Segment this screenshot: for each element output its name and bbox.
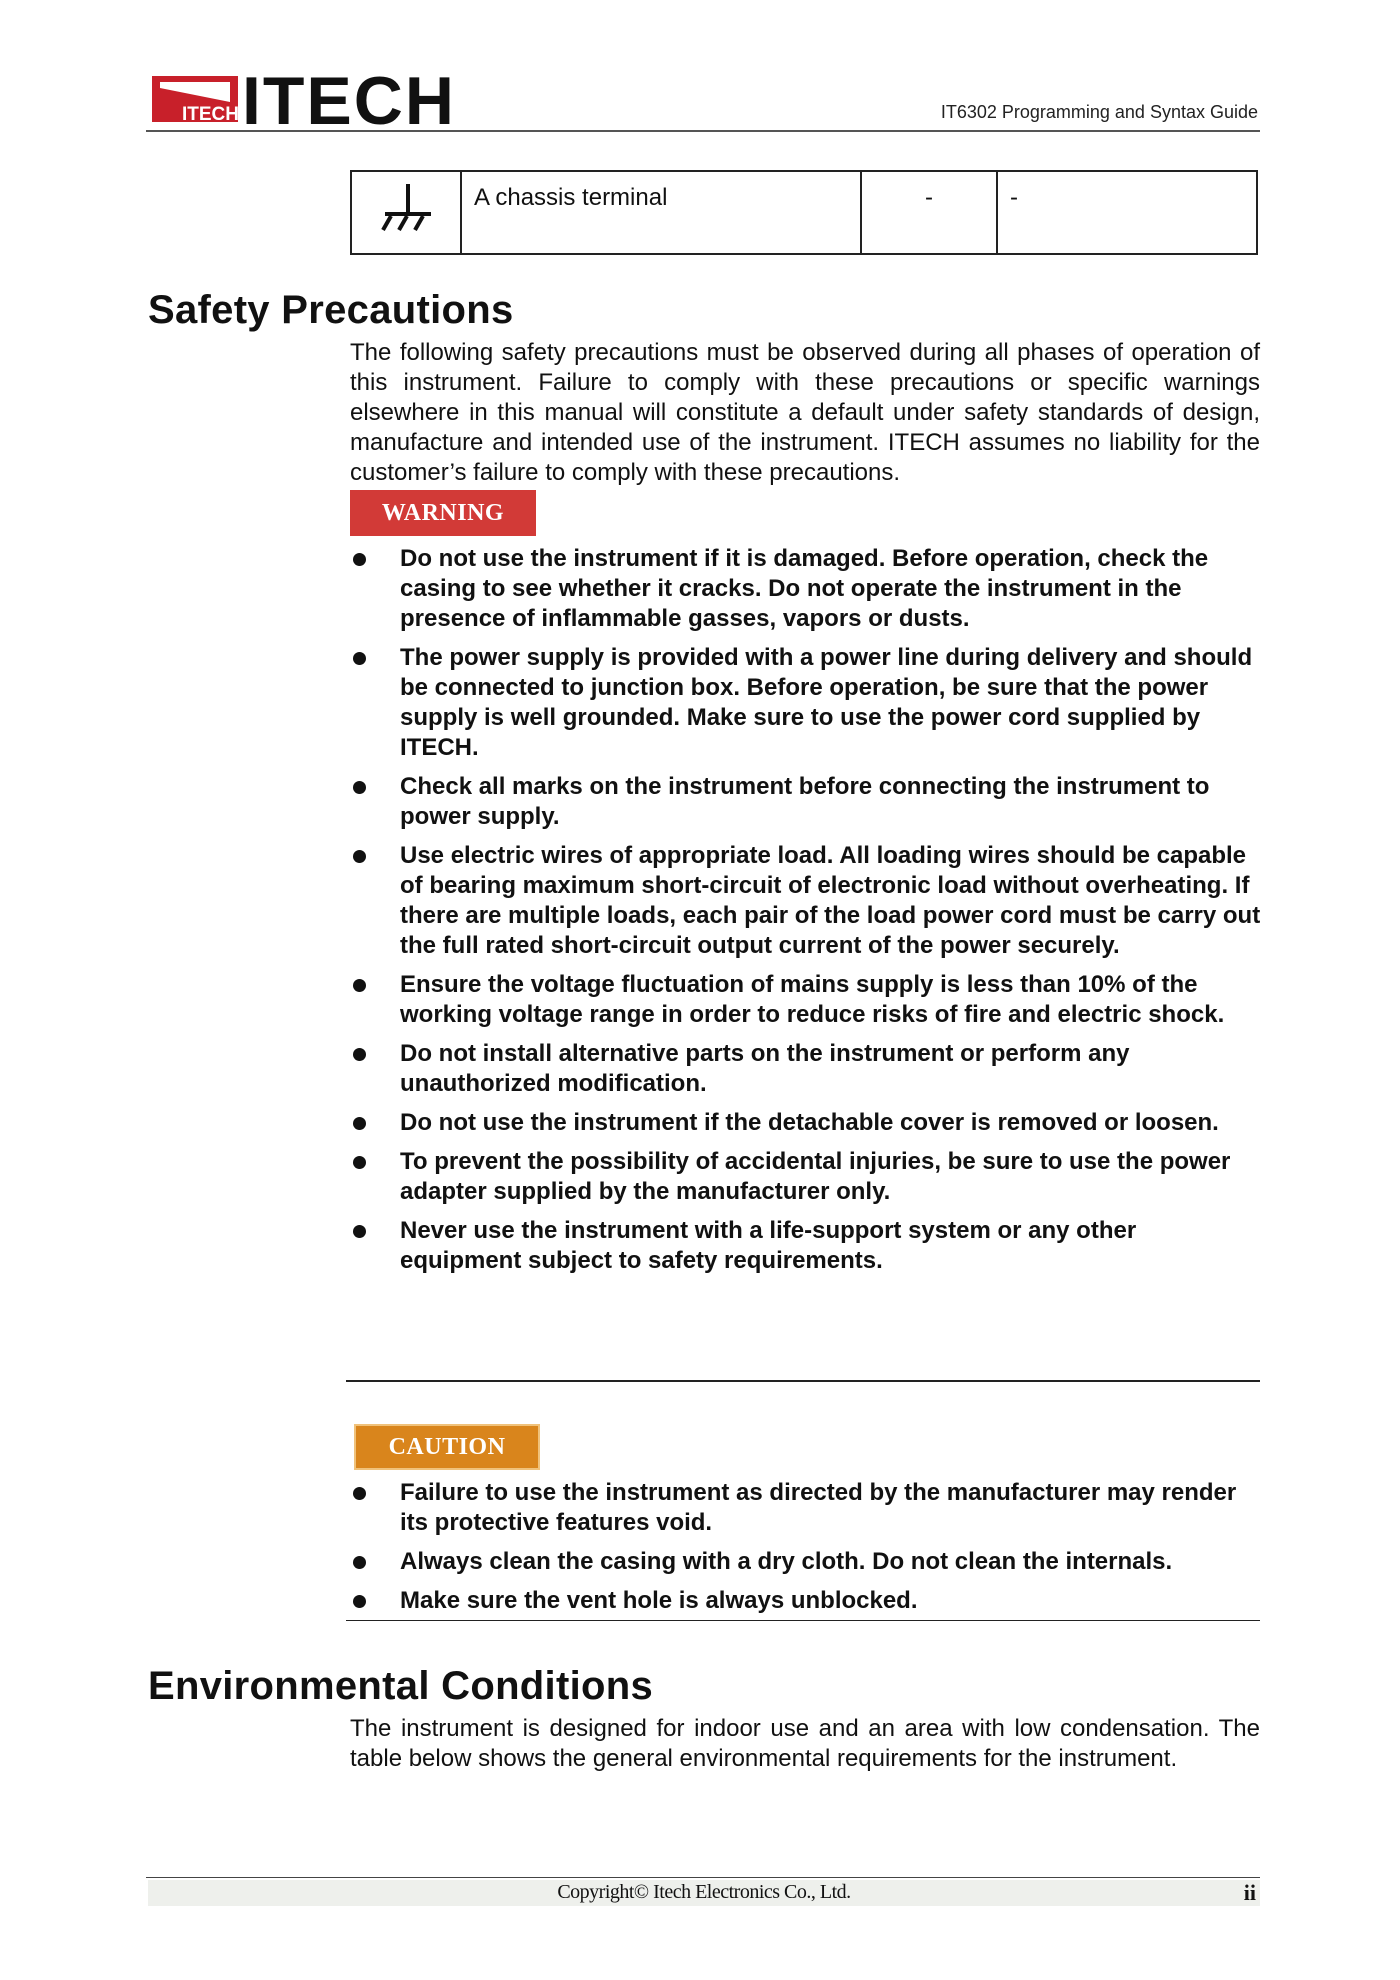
bullet-icon: [353, 652, 366, 665]
footer-rule: [146, 1877, 1260, 1878]
environment-intro: The instrument is designed for indoor use and an area with low condensation. The table below shows the general environmental requirements for the instrument.: [350, 1715, 1260, 1772]
warning-list: [350, 544, 1262, 1285]
logo-small-text: ITECH: [182, 104, 239, 125]
warning-text: Check all marks on the instrument before connecting the instrument to power supply.: [400, 773, 1210, 830]
warning-divider: [346, 1380, 1260, 1382]
logo-brand-text: ITECH: [242, 72, 456, 128]
list-item: [350, 841, 1262, 961]
itech-logo: [150, 72, 460, 128]
bullet-icon: [353, 979, 366, 992]
warning-text: The power supply is provided with a power line during delivery and should be connected to junction box. Before operation, be sure that the power supply is well grounded. Make sure to use the power cord supplied by ITECH.: [400, 644, 1253, 761]
list-item: [350, 643, 1262, 763]
page-footer: [148, 1880, 1260, 1906]
warning-text: Do not use the instrument if the detachable cover is removed or loosen.: [400, 1109, 1219, 1136]
bullet-icon: [353, 1048, 366, 1061]
symbol-cell: [351, 171, 461, 254]
warning-text: Do not use the instrument if it is damaged. Before operation, check the casing to see whether it cracks. Do not operate the instrument in the presence of inflammable gasses, vapors or dusts.: [400, 545, 1209, 632]
copyright-text: Copyright© Itech Electronics Co., Ltd.: [557, 1881, 851, 1903]
caution-list: [350, 1478, 1262, 1625]
safety-intro: The following safety precautions must be observed during all phases of operation of this instrument. Failure to comply with these precautions or specific warnings elsewhere in this manual will constitute a default under safety standards of design, manufacture and intended use of the instrument. ITECH assumes no liability for the customer’s failure to comply with these precautions.: [350, 339, 1260, 486]
bullet-icon: [353, 1595, 366, 1608]
caution-text: Failure to use the instrument as directed by the manufacturer may render its protective features void.: [400, 1479, 1237, 1536]
warning-text: Ensure the voltage fluctuation of mains supply is less than 10% of the working voltage range in order to reduce risks of fire and electric shock.: [400, 971, 1225, 1028]
symbol-table: [350, 170, 1258, 255]
warning-text: To prevent the possibility of accidental injuries, be sure to use the power adapter supplied by the manufacturer only.: [400, 1148, 1231, 1205]
bullet-icon: [353, 1156, 366, 1169]
list-item: [350, 544, 1262, 634]
list-item: [350, 1216, 1262, 1276]
list-item: [350, 1547, 1262, 1577]
caution-divider: [346, 1620, 1260, 1621]
document-title: IT6302 Programming and Syntax Guide: [940, 102, 1258, 122]
bullet-icon: [353, 1556, 366, 1569]
warning-text: Never use the instrument with a life-support system or any other equipment subject to safety requirements.: [400, 1217, 1137, 1274]
list-item: [350, 1039, 1262, 1099]
warning-text: Use electric wires of appropriate load. All loading wires should be capable of bearing maximum short-circuit of electronic load without overheating. If there are multiple loads, each pair of the load power cord must be carry out the full rated short-circuit output current of the power securely.: [400, 842, 1261, 959]
warning-badge: WARNING: [350, 490, 536, 536]
caution-text: Make sure the vent hole is always unblocked.: [400, 1587, 918, 1614]
bullet-icon: [353, 553, 366, 566]
warning-text: Do not install alternative parts on the instrument or perform any unauthorized modification.: [400, 1040, 1130, 1097]
list-item: [350, 1478, 1262, 1538]
symbol-col3: -: [861, 171, 997, 254]
bullet-icon: [353, 1117, 366, 1130]
environment-heading: Environmental Conditions: [148, 1664, 653, 1708]
list-item: [350, 772, 1262, 832]
page-header: [146, 64, 1260, 132]
bullet-icon: [353, 1225, 366, 1238]
bullet-icon: [353, 850, 366, 863]
list-item: [350, 1147, 1262, 1207]
chassis-ground-icon: [371, 176, 441, 242]
page-number: ii: [1243, 1880, 1256, 1905]
list-item: [350, 1108, 1262, 1138]
caution-text: Always clean the casing with a dry cloth. Do not clean the internals.: [400, 1548, 1173, 1575]
symbol-col4: -: [997, 171, 1257, 254]
safety-heading: Safety Precautions: [148, 288, 514, 332]
list-item: [350, 970, 1262, 1030]
bullet-icon: [353, 1487, 366, 1500]
list-item: [350, 1586, 1262, 1616]
bullet-icon: [353, 781, 366, 794]
symbol-description: A chassis terminal: [461, 171, 861, 254]
caution-badge: CAUTION: [354, 1424, 540, 1470]
table-row: [351, 171, 1257, 254]
